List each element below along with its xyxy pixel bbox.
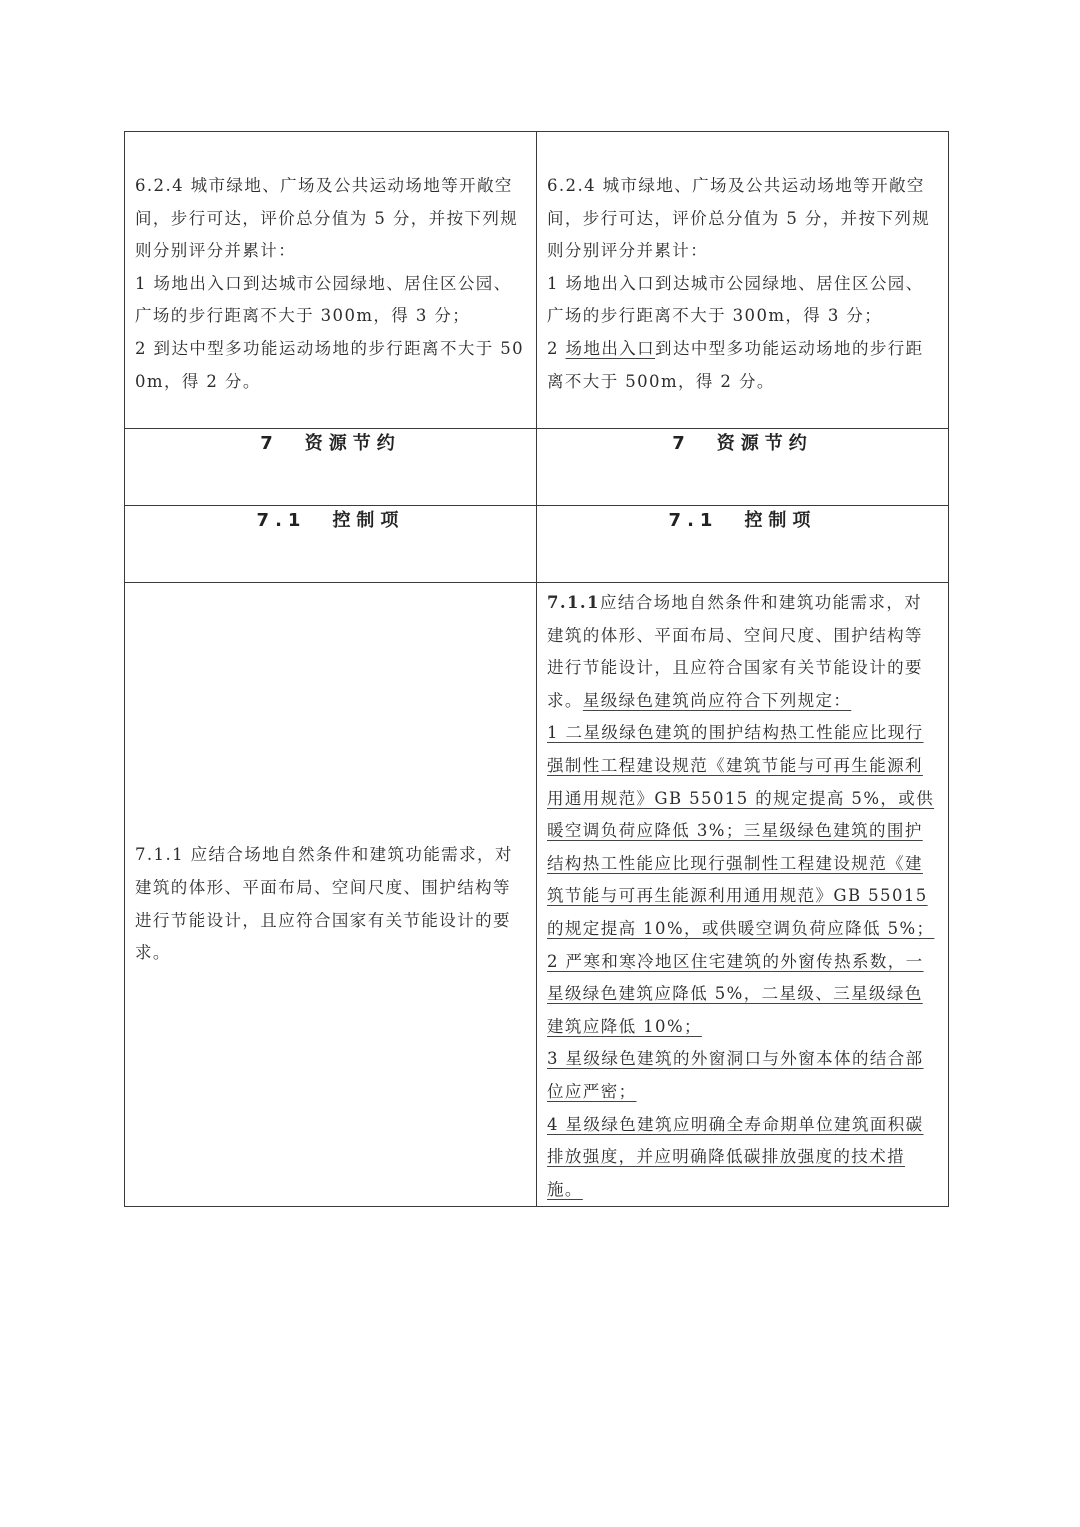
section-number: 7.1 (256, 510, 307, 531)
table-row (125, 132, 949, 429)
chapter-title: 资源节约 (716, 433, 813, 454)
table-row (125, 583, 949, 1207)
clause-item (547, 333, 940, 398)
section-title: 控制项 (744, 510, 817, 531)
section-heading (669, 510, 817, 531)
comparison-table (124, 131, 949, 1207)
item-text: 到达中型多功能运动场地的步行距离不大于 500m，得 2 分。 (547, 338, 924, 391)
revised-text-cell (537, 583, 949, 1207)
chapter-title: 资源节约 (304, 433, 401, 454)
section-heading (257, 510, 405, 531)
inserted-item: 2 严寒和寒冷地区住宅建筑的外窗传热系数，一星级绿色建筑应降低 5%，二星级、三星级绿色建筑应降低 10%； (547, 951, 924, 1036)
item-number: 2 (547, 338, 566, 358)
section-number: 7.1 (668, 510, 719, 531)
clause-number: 7.1.1 (547, 593, 600, 612)
inserted-item: 1 二星级绿色建筑的围护结构热工性能应比现行强制性工程建设规范《建筑节能与可再生能源利用通用规范》GB 55015 的规定提高 5%，或供暖空调负荷应降低 3%；三星级绿色建筑的围护结构热工性能应比现行强制性工程建设规范《建筑节能与可再生能源利用通用规范》GB 55015 的规定提高 10%，或供暖空调负荷应降低 5%； (547, 723, 935, 938)
inserted-item: 3 星级绿色建筑的外窗洞口与外窗本体的结合部位应严密； (547, 1049, 924, 1101)
table-row (125, 429, 949, 506)
original-text-cell (125, 583, 537, 1207)
chapter-number: 7 (672, 433, 691, 454)
inserted-text: 星级绿色建筑尚应符合下列规定： (582, 690, 852, 710)
chapter-heading (672, 433, 813, 454)
section-title: 控制项 (332, 510, 405, 531)
original-text-cell (125, 132, 537, 429)
chapter-number: 7 (260, 433, 279, 454)
clause-item: 1 场地出入口到达城市公园绿地、居住区公园、广场的步行距离不大于 300m，得 3 分； (135, 273, 512, 326)
revised-text-cell (537, 132, 949, 429)
clause-text: 6.2.4 城市绿地、广场及公共运动场地等开敞空间，步行可达，评价总分值为 5 分，并按下列规则分别评分并累计： (547, 176, 931, 261)
clause-text: 7.1.1 应结合场地自然条件和建筑功能需求，对建筑的体形、平面布局、空间尺度、围护结构等进行节能设计，且应符合国家有关节能设计的要求。 (135, 845, 513, 963)
chapter-heading-cell (125, 429, 537, 506)
clause-text: 6.2.4 城市绿地、广场及公共运动场地等开敞空间，步行可达，评价总分值为 5 分，并按下列规则分别评分并累计： (135, 176, 519, 261)
clause-item: 1 场地出入口到达城市公园绿地、居住区公园、广场的步行距离不大于 300m，得 3 分； (547, 273, 924, 326)
clause-item: 2 到达中型多功能运动场地的步行距离不大于 500m，得 2 分。 (135, 338, 525, 391)
table-row (125, 506, 949, 583)
clause-body: 应结合场地自然条件和建筑功能需求，对建筑的体形、平面布局、空间尺度、围护结构等进行节能设计，且应符合国家有关节能设计的要求。 (547, 593, 923, 710)
section-heading-cell (537, 506, 949, 583)
chapter-heading (260, 433, 401, 454)
section-heading-cell (125, 506, 537, 583)
clause-text (547, 587, 940, 717)
inserted-text: 场地出入口 (565, 338, 656, 358)
inserted-item: 4 星级绿色建筑应明确全寿命期单位建筑面积碳排放强度，并应明确降低碳排放强度的技术措施。 (547, 1114, 924, 1199)
chapter-heading-cell (537, 429, 949, 506)
